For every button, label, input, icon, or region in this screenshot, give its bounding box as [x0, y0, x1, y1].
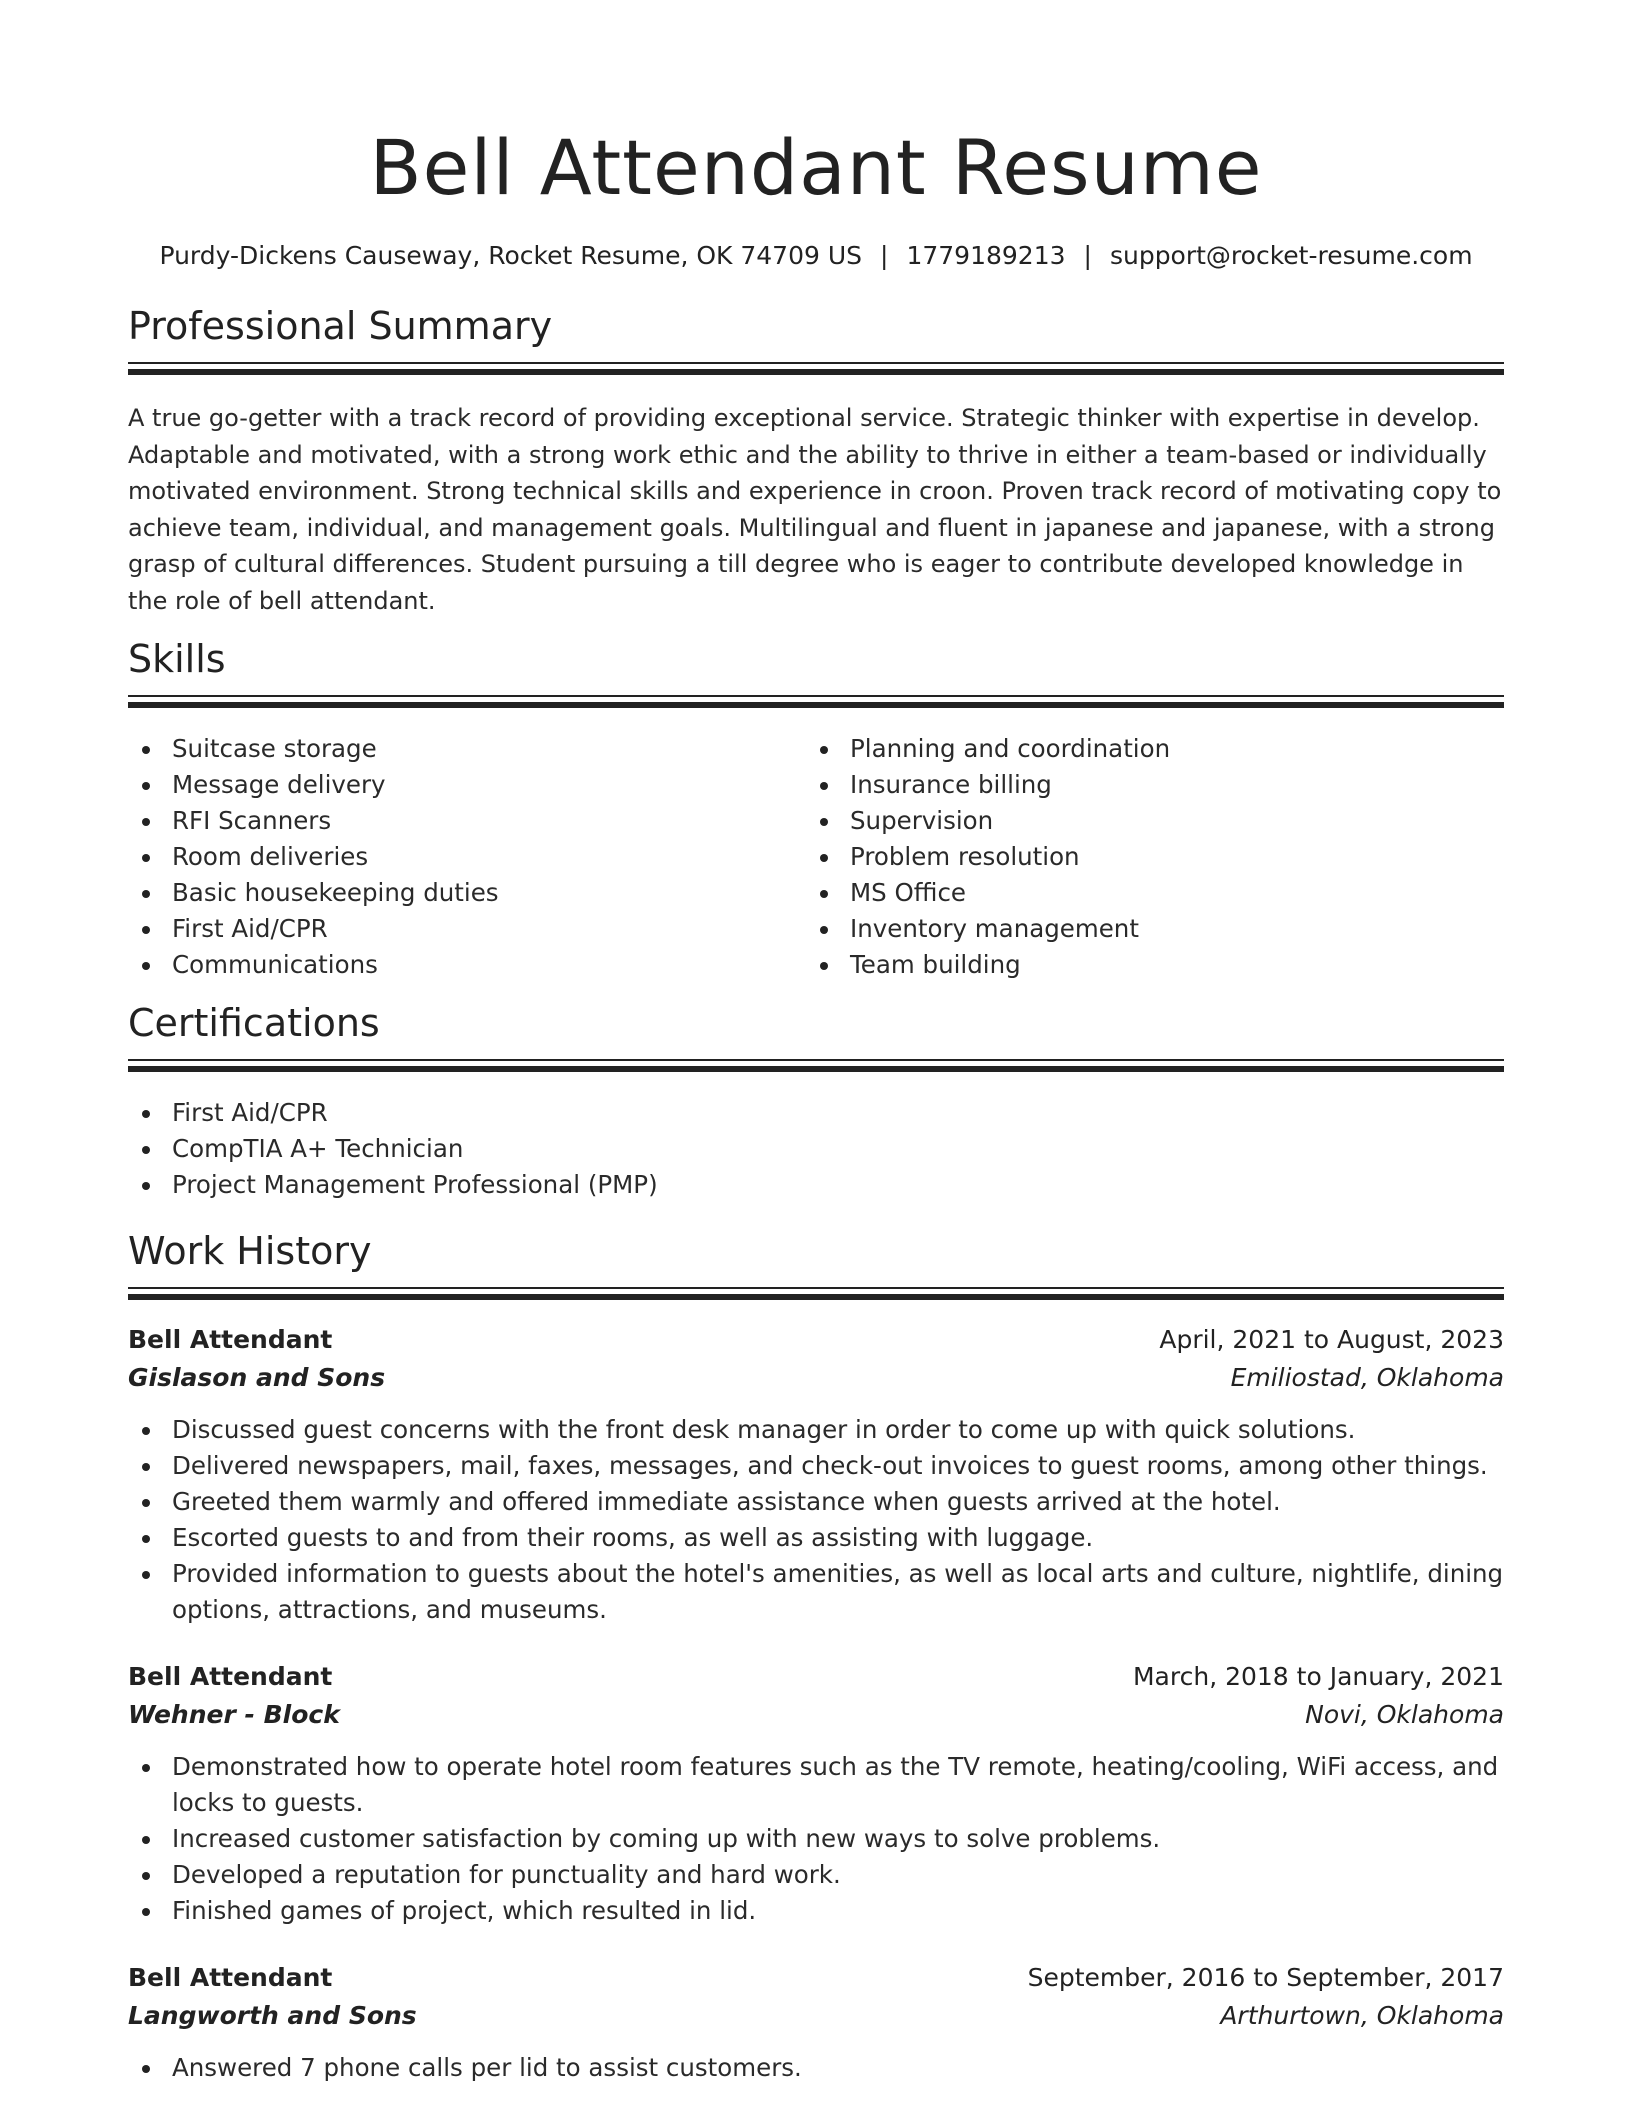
skills-list-right [806, 731, 1484, 983]
job-bullet: Greeted them warmly and offered immediate assistance when guests arrived at the hotel. [172, 1484, 1504, 1520]
certification-item: CompTIA A+ Technician [172, 1131, 1504, 1167]
skill-item: Basic housekeeping duties [172, 875, 806, 911]
work-history-section [128, 1227, 1504, 2086]
job-location: Emiliostad, Oklahoma [1230, 1363, 1504, 1392]
job-location: Novi, Oklahoma [1305, 1700, 1504, 1729]
job-dates: April, 2021 to August, 2023 [1159, 1325, 1504, 1354]
section-divider [128, 1059, 1504, 1079]
job-bullet: Finished games of project, which resulted in lid. [172, 1893, 1504, 1929]
skills-column-right [806, 731, 1484, 983]
skills-section [128, 635, 1504, 983]
contact-separator: | [880, 241, 889, 270]
skills-heading: Skills [128, 637, 226, 681]
job-entry [128, 1959, 1504, 2086]
job-company: Gislason and Sons [128, 1363, 386, 1392]
job-bullets [128, 1412, 1504, 1628]
job-title: Bell Attendant [128, 1325, 333, 1354]
summary-text: A true go-getter with a track record of providing exceptional service. Strategic thinker with expertise in develop. Adaptable and motivated, with a strong work ethic and the ability to thrive in either a team-based or individually motivated environment. Strong technical skills and experience in croon. Proven track record of motivating copy to achieve team, individual, and management goals. Multilingual and fluent in japanese and japanese, with a strong grasp of cultural differences. Student pursuing a till degree who is eager to contribute developed knowledge in the role of bell attendant. [128, 404, 1502, 615]
section-divider [128, 1287, 1504, 1307]
contact-address: Purdy-Dickens Causeway, Rocket Resume, OK 74709 US [159, 241, 863, 270]
skills-list-left [128, 731, 806, 983]
job-subheader-row [128, 1997, 1504, 2035]
skill-item: Message delivery [172, 767, 806, 803]
skill-item: Team building [850, 947, 1484, 983]
skills-grid [128, 731, 1504, 983]
contact-email: support@rocket-resume.com [1109, 241, 1473, 270]
certifications-section [128, 999, 1504, 1203]
job-company: Langworth and Sons [128, 2001, 417, 2030]
work-history-heading: Work History [128, 1229, 372, 1273]
certifications-heading: Certifications [128, 1001, 380, 1045]
job-bullets [128, 2050, 1504, 2086]
skill-item: MS Office [850, 875, 1484, 911]
skill-item: RFI Scanners [172, 803, 806, 839]
job-bullet: Delivered newspapers, mail, faxes, messages, and check-out invoices to guest rooms, among other things. [172, 1448, 1504, 1484]
summary-heading: Professional Summary [128, 304, 553, 348]
skill-item: Problem resolution [850, 839, 1484, 875]
resume-title: Bell Attendant Resume [369, 123, 1263, 212]
skill-item: Communications [172, 947, 806, 983]
job-header-row [128, 1959, 1504, 1997]
summary-section [128, 302, 1504, 619]
job-bullet: Discussed guest concerns with the front desk manager in order to come up with quick solutions. [172, 1412, 1504, 1448]
job-bullet: Increased customer satisfaction by coming up with new ways to solve problems. [172, 1821, 1504, 1857]
job-bullets [128, 1749, 1504, 1929]
certification-item: Project Management Professional (PMP) [172, 1167, 1504, 1203]
job-bullet: Escorted guests to and from their rooms, as well as assisting with luggage. [172, 1520, 1504, 1556]
resume-page [128, 0, 1504, 2086]
job-header-row [128, 1321, 1504, 1359]
skill-item: Supervision [850, 803, 1484, 839]
skills-column-left [128, 731, 806, 983]
job-bullet: Demonstrated how to operate hotel room features such as the TV remote, heating/cooling, WiFi access, and locks to guests. [172, 1749, 1504, 1821]
contact-separator: | [1083, 241, 1092, 270]
job-entry [128, 1321, 1504, 1628]
job-subheader-row [128, 1696, 1504, 1734]
job-header-row [128, 1658, 1504, 1696]
skill-item: Inventory management [850, 911, 1484, 947]
contact-phone: 1779189213 [906, 241, 1066, 270]
skill-item: First Aid/CPR [172, 911, 806, 947]
job-entry [128, 1658, 1504, 1929]
skill-item: Insurance billing [850, 767, 1484, 803]
job-company: Wehner - Block [128, 1700, 340, 1729]
job-location: Arthurtown, Oklahoma [1220, 2001, 1504, 2030]
job-title: Bell Attendant [128, 1963, 333, 1992]
job-title: Bell Attendant [128, 1662, 333, 1691]
section-divider [128, 695, 1504, 715]
job-bullet: Provided information to guests about the hotel's amenities, as well as local arts and culture, nightlife, dining options, attractions, and museums. [172, 1556, 1504, 1628]
job-dates: September, 2016 to September, 2017 [1027, 1963, 1504, 1992]
certification-item: First Aid/CPR [172, 1095, 1504, 1131]
skill-item: Room deliveries [172, 839, 806, 875]
certifications-list [128, 1095, 1504, 1203]
job-dates: March, 2018 to January, 2021 [1132, 1662, 1504, 1691]
skill-item: Suitcase storage [172, 731, 806, 767]
job-bullet: Answered 7 phone calls per lid to assist customers. [172, 2050, 1504, 2086]
job-subheader-row [128, 1359, 1504, 1397]
section-divider [128, 362, 1504, 382]
contact-line [128, 238, 1504, 274]
skill-item: Planning and coordination [850, 731, 1484, 767]
job-bullet: Developed a reputation for punctuality and hard work. [172, 1857, 1504, 1893]
